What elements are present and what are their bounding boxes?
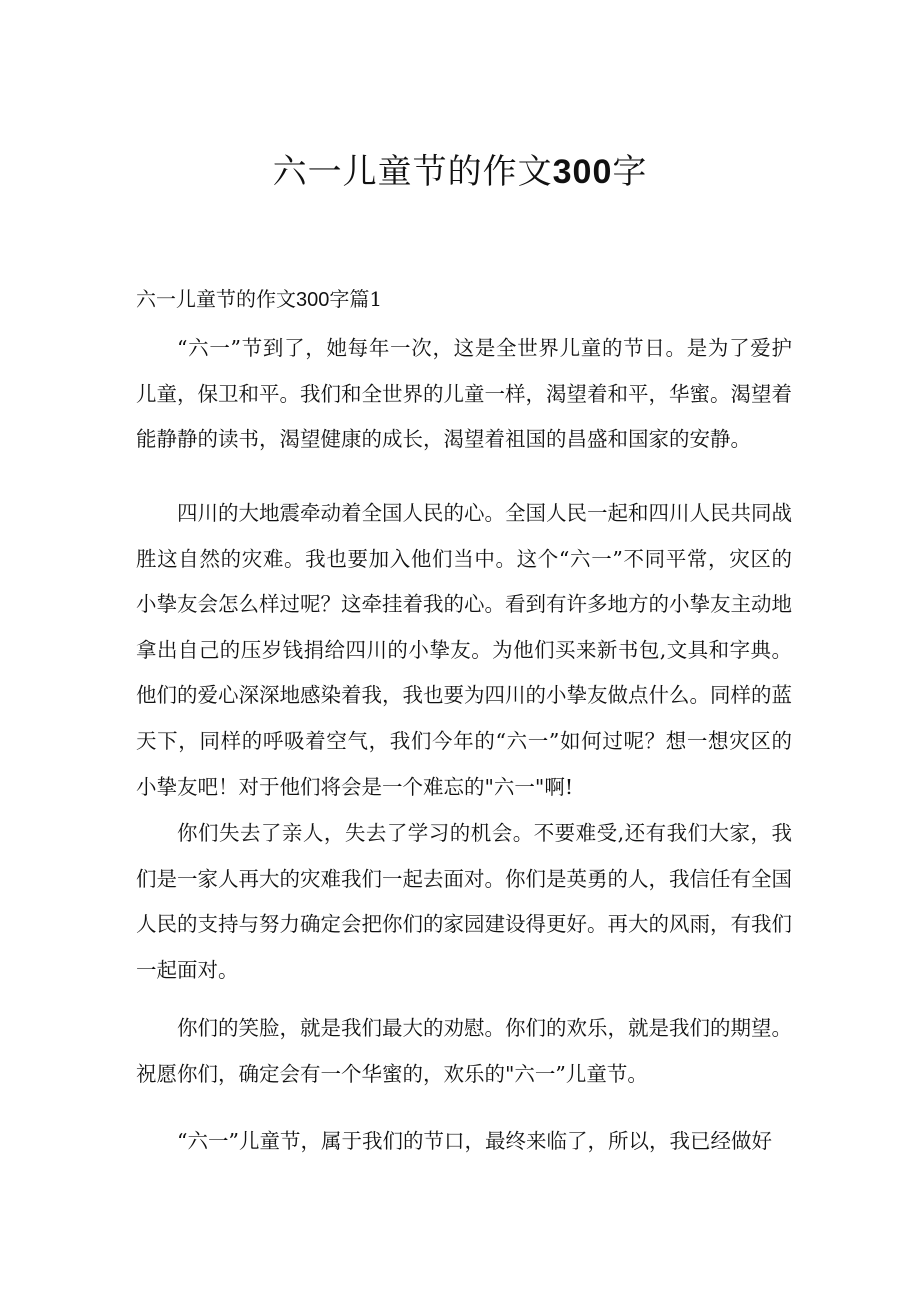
document-title-number: 300 bbox=[552, 153, 613, 191]
section-heading-number: 300 bbox=[296, 289, 330, 311]
section-heading-text: 六一儿童节的作文 bbox=[136, 287, 296, 311]
document-title-text: 六一儿童节的作文 bbox=[272, 152, 553, 192]
paragraph-2: 四川的大地震牵动着全国人民的心。全国人民一起和四川人民共同战胜这自然的灾难。我也要加入他们当中。这个“六一”不同平常，灾区的小挚友会怎么样过呢？这牵挂着我的心。看到有许多地方的小挚友主动地拿出自己的压岁钱捐给四川的小挚友。为他们买来新书包,文具和字典。他们的爱心深深地感染着我，我也要为四川的小挚友做点什么。同样的蓝天下，同样的呼吸着空气，我们今年的“六一”如何过呢？想一想灾区的小挚友吧！对于他们将会是一个难忘的"六一"啊! bbox=[136, 501, 792, 799]
section-heading-suffix: 字篇1 bbox=[329, 287, 383, 311]
document-title bbox=[0, 149, 920, 195]
paragraph-3: 你们失去了亲人，失去了学习的机会。不要难受,还有我们大家，我们是一家人再大的灾难我们一起去面对。你们是英勇的人，我信任有全国人民的支持与努力确定会把你们的家园建设得更好。再大的风雨，有我们一起面对。 bbox=[136, 821, 792, 982]
section-heading bbox=[136, 284, 382, 315]
paragraph-1: “六一”节到了，她每年一次，这是全世界儿童的节日。是为了爱护儿童，保卫和平。我们和全世界的儿童一样，渴望着和平，华蜜。渴望着能静静的读书，渴望健康的成长，渴望着祖国的昌盛和国家的安静。 bbox=[136, 336, 792, 452]
paragraph-4: 你们的笑脸，就是我们最大的劝慰。你们的欢乐，就是我们的期望。祝愿你们，确定会有一个华蜜的，欢乐的"六一”儿童节。 bbox=[136, 1016, 792, 1086]
paragraph-5: “六一”儿童节，属于我们的节口，最终来临了，所以，我已经做好 bbox=[177, 1129, 772, 1153]
document-title-suffix: 字 bbox=[612, 152, 648, 192]
